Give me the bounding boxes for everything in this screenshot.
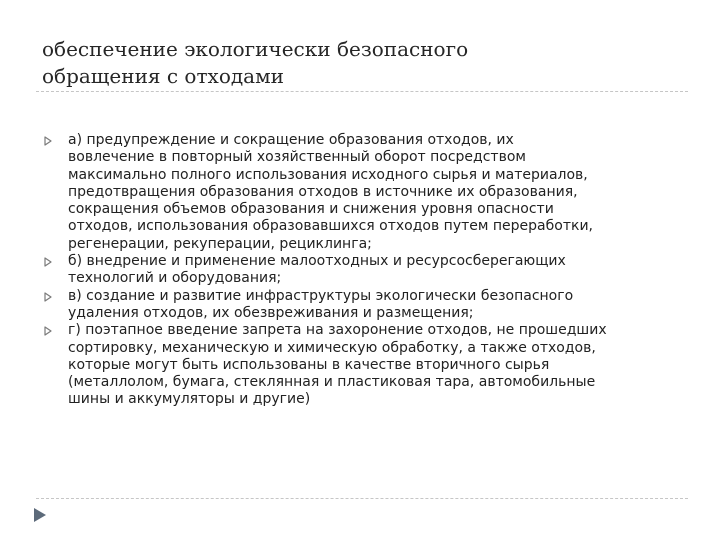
bullet-text — [68, 132, 696, 253]
triangle-right-outline-icon — [44, 322, 68, 340]
slide-title-line: обращения с отходами — [42, 64, 284, 88]
bullet-line: б) внедрение и применение малоотходных и ресурсосберегающих — [68, 253, 566, 270]
bullet-line: технологий и оборудования; — [68, 270, 282, 287]
bullet-text — [68, 253, 696, 288]
bullet-line: в) создание и развитие инфраструктуры экологически безопасного — [68, 287, 574, 304]
bullet-line: (металлолом, бумага, стеклянная и пластиковая тара, автомобильные — [68, 374, 596, 391]
triangle-right-outline-icon — [44, 132, 68, 150]
bullet-item — [44, 322, 696, 408]
bullet-line: сокращения объемов образования и снижения уровня опасности — [68, 201, 554, 218]
bullet-item — [44, 288, 696, 323]
bullet-text — [68, 322, 696, 408]
bullet-line: отходов, использования образовавшихся отходов путем переработки, — [68, 218, 593, 235]
slide-title — [42, 36, 682, 90]
bullet-line: г) поэтапное введение запрета на захоронение отходов, не прошедших — [68, 322, 607, 339]
triangle-right-filled-icon[interactable] — [33, 507, 47, 523]
triangle-right-outline-icon — [44, 288, 68, 306]
slide-title-line: обеспечение экологически безопасного — [42, 37, 469, 61]
bullet-line: сортировку, механическую и химическую обработку, а также отходов, — [68, 339, 596, 356]
bullet-line: регенерации, рекуперации, рециклинга; — [68, 235, 372, 252]
bullet-line: предотвращения образования отходов в источнике их образования, — [68, 183, 578, 200]
bullet-line: вовлечение в повторный хозяйственный оборот посредством — [68, 149, 526, 166]
bullet-line: удаления отходов, их обезвреживания и размещения; — [68, 304, 474, 321]
bullet-line: максимально полного использования исходного сырья и материалов, — [68, 166, 588, 183]
title-divider — [36, 91, 688, 92]
bullet-text — [68, 288, 696, 323]
bullet-item — [44, 132, 696, 253]
bullet-list — [44, 132, 696, 409]
footer-divider — [36, 498, 688, 499]
bullet-item — [44, 253, 696, 288]
triangle-right-outline-icon — [44, 253, 68, 271]
bullet-line: шины и аккумуляторы и другие) — [68, 391, 311, 408]
bullet-line: которые могут быть использованы в качестве вторичного сырья — [68, 356, 550, 373]
bullet-line: а) предупреждение и сокращение образования отходов, их — [68, 132, 514, 148]
